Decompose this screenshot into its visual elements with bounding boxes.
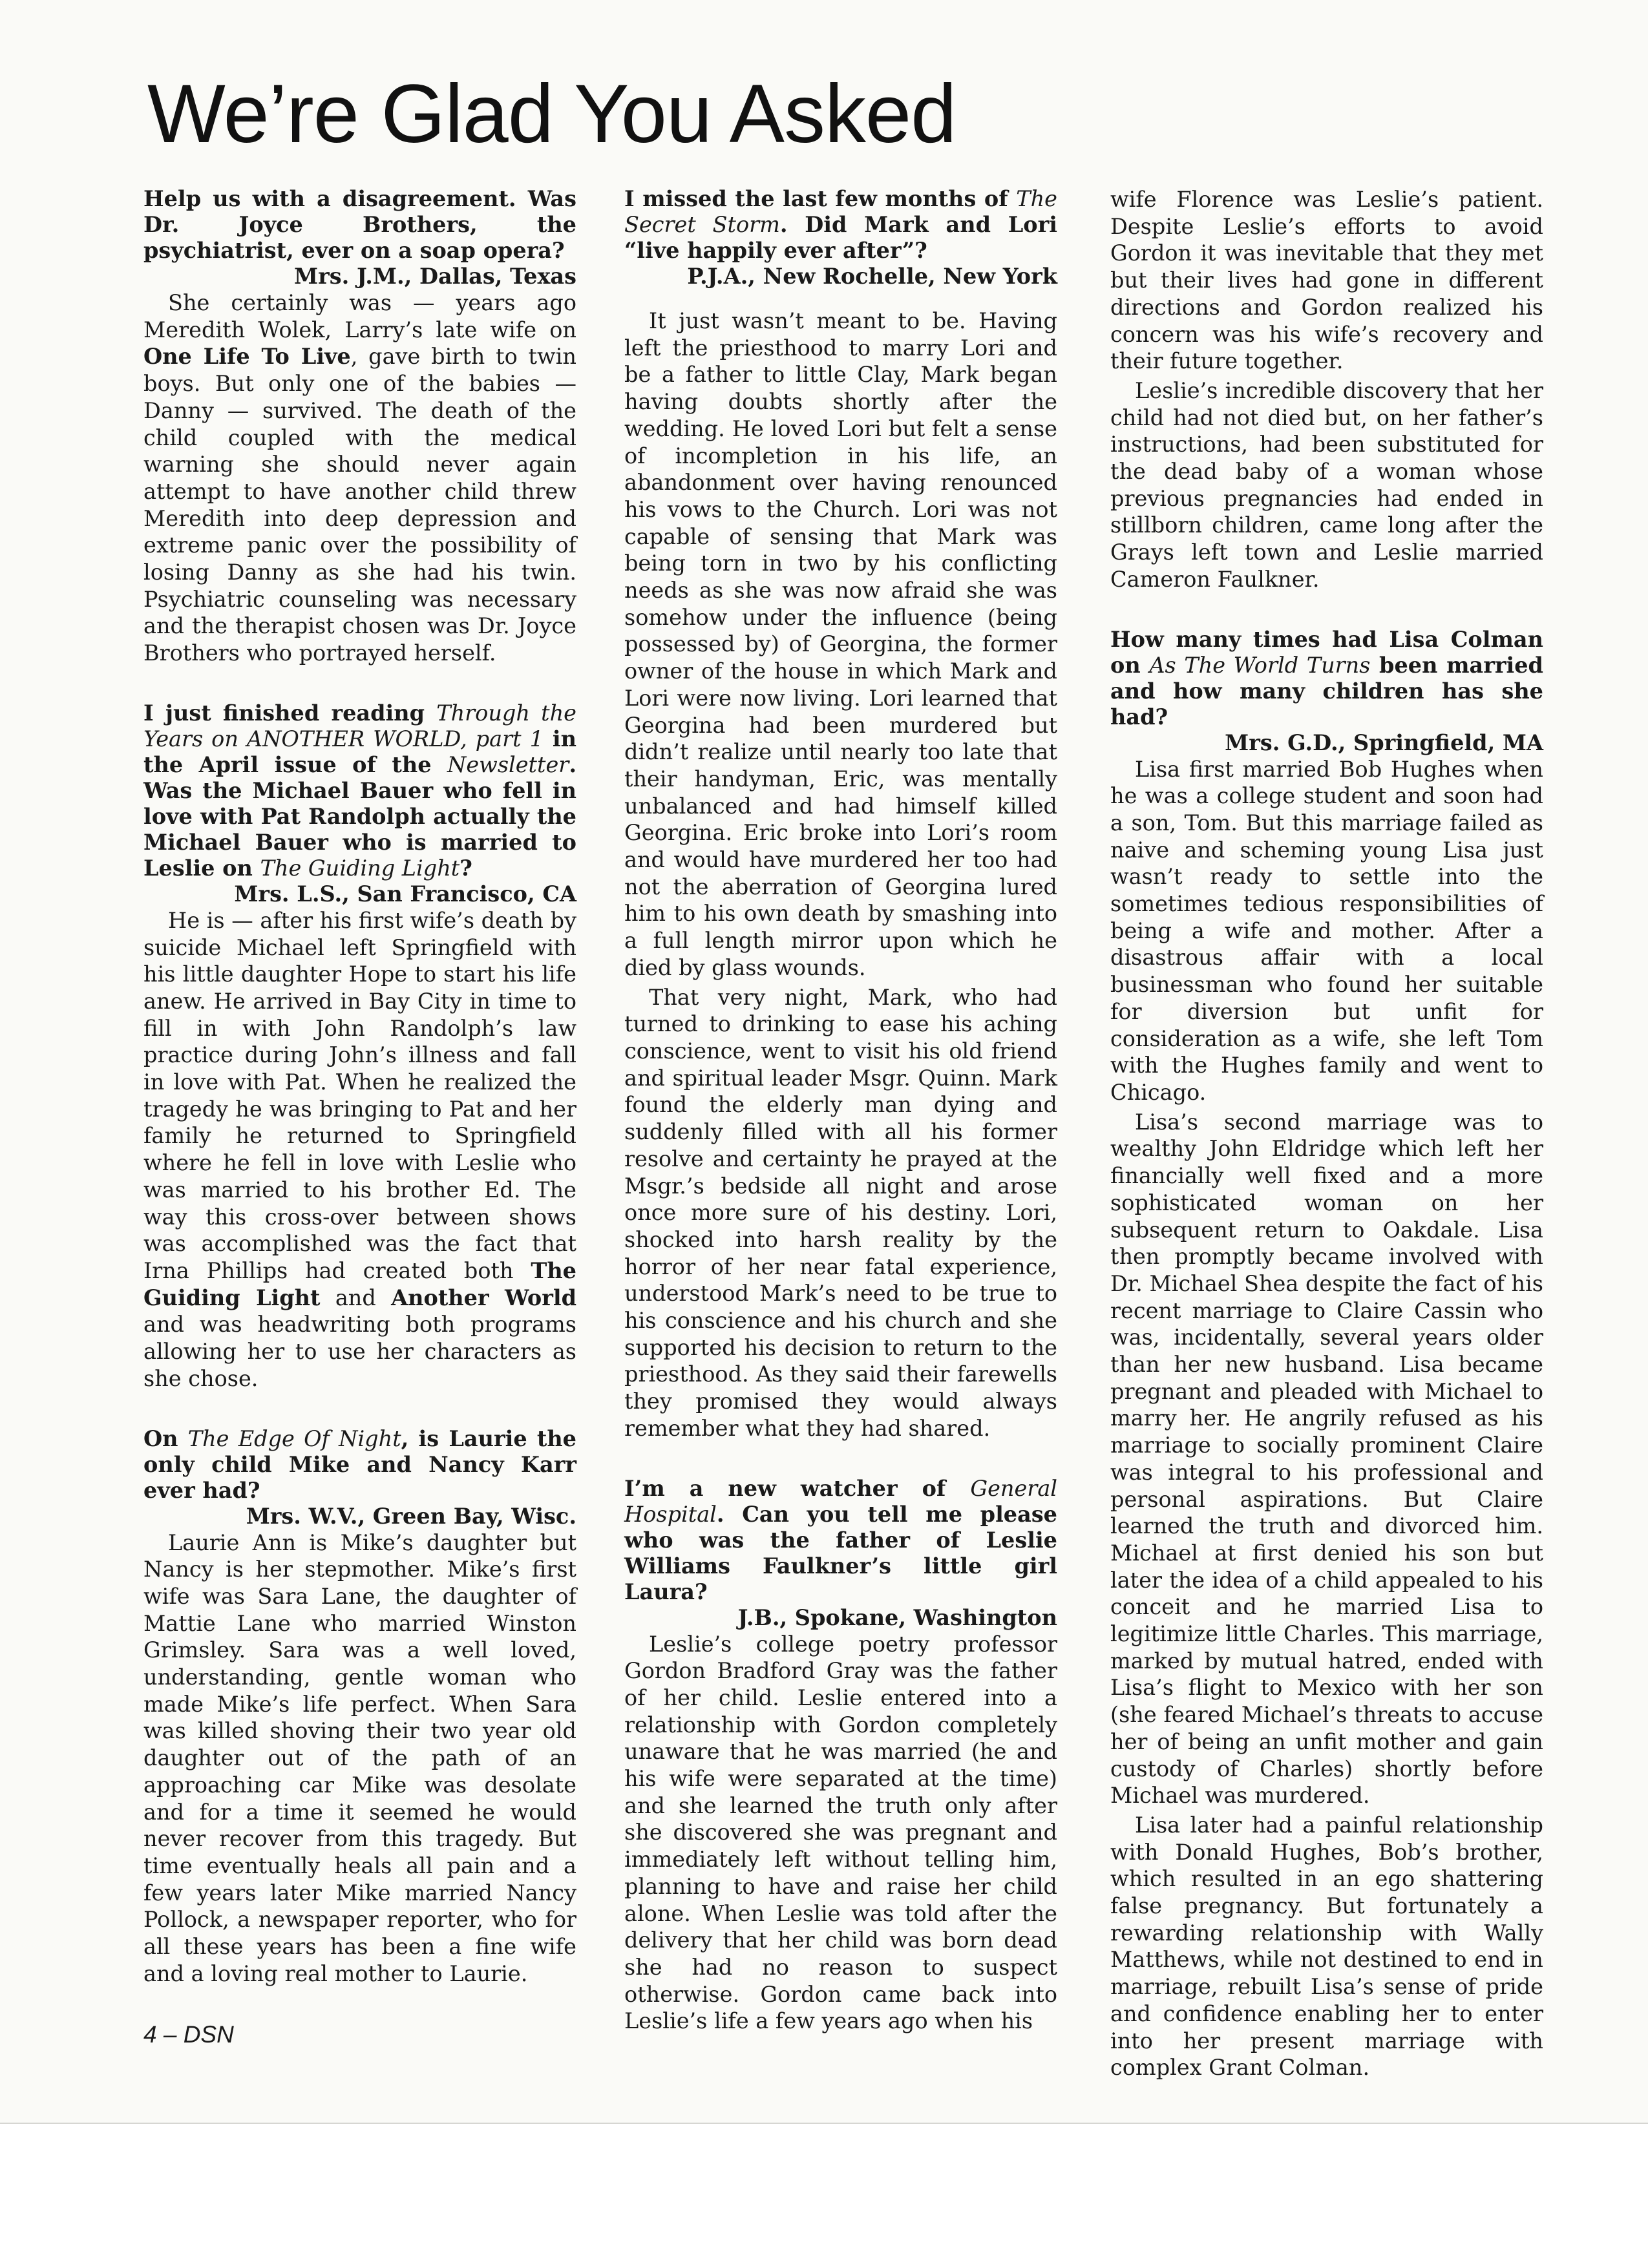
- qa-item: [624, 1476, 1057, 2035]
- signature: Mrs. W.V., Green Bay, Wisc.: [246, 1503, 576, 1529]
- question: [624, 186, 1057, 264]
- text-run: Lisa first married Bob Hughes when he was a college student and soon had a son, Tom. But this marriage failed as naive and scheming young Lisa just wasn’t ready to settle into the sometimes tedious responsibilities of being a wife and mother. After a disastrous affair with a local businessman who found her suitable for diversion but unfit for consideration as a wife, she left Tom with the Hughes family and went to Chicago.: [1110, 756, 1543, 1105]
- italic-text-run: General Hospital: [624, 1475, 1057, 1527]
- text-run: It just wasn’t meant to be. Having left the priesthood to marry Lori and be a father to little Clay, Mark began having doubts shortly after the wedding. He loved Lori but felt a sense of incompletion in his life, an abandonment over having renounced his vows to the Church. Lori was not capable of sensing that Mark was being torn in two by his conflicting needs as she was now afraid she was somehow under the influence (being possessed by) of Georgina, the former owner of the house in which Mark and Lori were now living. Lori learned that Georgina had been murdered but didn’t realize until nearly too late that their handyman, Eric, was mentally unbalanced and had himself killed Georgina. Eric broke into Lori’s room and would have murdered her too had not the aberration of Georgina lured him to his own death by smashing into a full length mirror upon which he died by glass wounds.: [624, 308, 1057, 980]
- column-3: [1110, 186, 1543, 2084]
- text-run: Help us with a disagreement. Was Dr. Joyce Brothers, the psychiatrist, ever on a soap opera?: [143, 186, 576, 263]
- scan-margin: [0, 2123, 1648, 2268]
- text-run: He is — after his first wife’s death by suicide Michael left Springfield with his little daughter Hope to start his life anew. He arrived in Bay City in time to fill in with John Randolph’s law practice during John’s illness and fall in love with Pat. When he realized the tragedy he was bringing to Pat and her family he returned to Springfield where he fell in love with Leslie who was married to his brother Ed. The way this cross-over between shows was accomplished was the fact that Irna Phillips had created both: [143, 907, 576, 1283]
- bold-text-run: One Life To Live: [143, 344, 351, 370]
- text-run: been married and how many children has she had?: [1110, 652, 1543, 730]
- answer-paragraph: [1110, 1812, 1543, 2081]
- text-run: . Did Mark and Lori “live happily ever after”?: [624, 212, 1057, 263]
- answer-paragraph: [1110, 1109, 1543, 1809]
- text-run: Leslie’s incredible discovery that her child had not died but, on her father’s instructions, had been substituted for the dead baby of a woman whose previous pregnancies had ended in stillborn children, came long after the Grays left town and Leslie married Cameron Faulkner.: [1110, 377, 1543, 592]
- text-run: ?: [460, 855, 472, 881]
- text-run: Laurie Ann is Mike’s daughter but Nancy is her stepmother. Mike’s first wife was Sara Lane, the daughter of Mattie Lane who married Winston Grimsley. Sara was a well loved, understanding, gentle woman who made Mike’s life perfect. When Sara was killed shoving their two year old daughter out of the path of an approaching car Mike was desolate and for a time it seemed he would never recover from this tragedy. But time eventually heals all pain and a few years later Mike married Nancy Pollock, a newspaper reporter, who for all these years has been a fine wife and a loving real mother to Laurie.: [143, 1529, 576, 1986]
- text-run: I just finished reading: [143, 700, 437, 726]
- question: [624, 1476, 1057, 1605]
- answer-paragraph: [1110, 756, 1543, 1106]
- answer-paragraph: [143, 1529, 576, 1988]
- text-run: and: [320, 1285, 392, 1310]
- answer-continuation: [1110, 186, 1543, 375]
- text-run: in the April issue of the: [143, 726, 576, 777]
- italic-text-run: Newsletter: [447, 751, 569, 777]
- text-run: Leslie’s college poetry professor Gordon Bradford Gray was the father of her child. Leslie entered into a relationship with Gordon completely unaware that he was married (he and his wife were separated at the time) and she learned the truth only after she discovered she was pregnant and immediately left without telling him, planning to have and raise her child alone. When Leslie was told after the delivery that her child was born dead she had no reason to suspect otherwise. Gordon came back into Leslie’s life a few years ago when his: [624, 1631, 1057, 2034]
- signature: Mrs. G.D., Springfield, MA: [1225, 730, 1543, 755]
- qa-item: [1110, 627, 1543, 2081]
- text-run: Lisa’s second marriage was to wealthy John Eldridge which left her financially well fixed and a more sophisticated woman on her subsequent return to Oakdale. Lisa then promptly became involved with Dr. Michael Shea despite the fact of his recent marriage to Claire Cassin who was, incidentally, several years older than her new husband. Lisa became pregnant and pleaded with Michael to marry her. He angrily refused as his marriage to socially prominent Claire was integral to his professional and personal aspirations. But Claire learned the truth and divorced him. Michael at first denied his son but later the idea of a child appealed to his conceit and he married Lisa to legitimize little Charles. This marriage, marked by mutual hatred, ended with Lisa’s flight to Mexico with her son (she feared Michael’s threats to accuse her of being an unfit mother and gain custody of Charles) shortly before Michael was murdered.: [1110, 1109, 1543, 1809]
- signature: P.J.A., New Rochelle, New York: [687, 264, 1057, 289]
- answer-paragraph: [1110, 377, 1543, 593]
- text-run: How many times had Lisa Colman on: [1110, 626, 1543, 678]
- text-run: Lisa later had a painful relationship with Donald Hughes, Bob’s brother, which resulted in an ego shattering false pregnancy. But fortunately a rewarding relationship with Wally Matthews, while not destined to end in marriage, rebuilt Lisa’s sense of pride and confidence enabling her to enter into her present marriage with complex Grant Colman.: [1110, 1812, 1543, 2081]
- text-run: She certainly was — years ago Meredith Wolek, Larry’s late wife on: [143, 290, 576, 342]
- signature: J.B., Spokane, Washington: [737, 1604, 1057, 1630]
- answer-paragraph: [143, 907, 576, 1392]
- bold-text-run: The Guiding Light: [143, 1257, 576, 1310]
- text-run: On: [143, 1425, 188, 1451]
- qa-item: [143, 1426, 576, 1988]
- bold-text-run: Another World: [391, 1285, 576, 1310]
- italic-text-run: The Guiding Light: [260, 855, 460, 881]
- text-run: , gave birth to twin boys. But only one of the babies — Danny — survived. The death of the child coupled with the medical warning she should never again attempt to have another child threw Meredith into deep depression and extreme panic over the possibility of losing Danny as she had his twin. Psychiatric counseling was necessary and the therapist chosen was Dr. Joyce Brothers who portrayed herself.: [143, 344, 576, 666]
- question: [143, 186, 576, 264]
- text-run: I missed the last few months of: [624, 186, 1017, 211]
- column-1: [143, 186, 576, 1990]
- qa-item: [143, 700, 576, 1392]
- answer-paragraph: [624, 308, 1057, 982]
- italic-text-run: Through the Years on ANOTHER WORLD, part 1: [143, 700, 576, 751]
- text-run: . Was the Michael Bauer who fell in love with Pat Randolph actually the Michael Bauer who is married to Leslie on: [143, 751, 576, 881]
- text-run: I’m a new watcher of: [624, 1475, 971, 1501]
- qa-item: [624, 186, 1057, 1442]
- italic-text-run: As The World Turns: [1149, 652, 1371, 678]
- answer-paragraph: [143, 289, 576, 667]
- question: [143, 1426, 576, 1504]
- question: [143, 700, 576, 881]
- text-run: That very night, Mark, who had turned to drinking to ease his aching conscience, went to visit his old friend and spiritual leader Msgr. Quinn. Mark found the elderly man dying and suddenly filled with all his former resolve and certainty he prayed at the Msgr.’s bedside all night and arose once more sure of his destiny. Lori, shocked into harsh reality by the horror of her near fatal experience, understood Mark’s need to be true to his conscience and his church and she supported his decision to return to the priesthood. As they said their farewells they promised they would always remember what they had shared.: [624, 984, 1057, 1441]
- question: [1110, 627, 1543, 730]
- text-run: wife Florence was Leslie’s patient. Despite Leslie’s efforts to avoid Gordon it was inevitable that they met but their lives had gone in different directions and Gordon realized his concern was his wife’s recovery and their future together.: [1110, 187, 1543, 374]
- column-2: [624, 186, 1057, 2037]
- page-folio: 4 – DSN: [143, 2021, 234, 2048]
- italic-text-run: The Edge Of Night: [187, 1425, 401, 1451]
- italic-text-run: The Secret Storm: [624, 186, 1057, 237]
- answer-paragraph: [624, 984, 1057, 1442]
- page-title: We’re Glad You Asked: [147, 68, 956, 160]
- signature: Mrs. L.S., San Francisco, CA: [234, 881, 576, 907]
- text-run: , is Laurie the only child Mike and Nancy Karr ever had?: [143, 1425, 576, 1503]
- text-run: and was headwriting both programs allowing her to use her characters as she chose.: [143, 1312, 576, 1391]
- answer-paragraph: [624, 1631, 1057, 2035]
- signature: Mrs. J.M., Dallas, Texas: [294, 264, 576, 289]
- text-run: . Can you tell me please who was the father of Leslie Williams Faulkner’s little girl Laura?: [624, 1501, 1057, 1604]
- qa-item: [143, 186, 576, 667]
